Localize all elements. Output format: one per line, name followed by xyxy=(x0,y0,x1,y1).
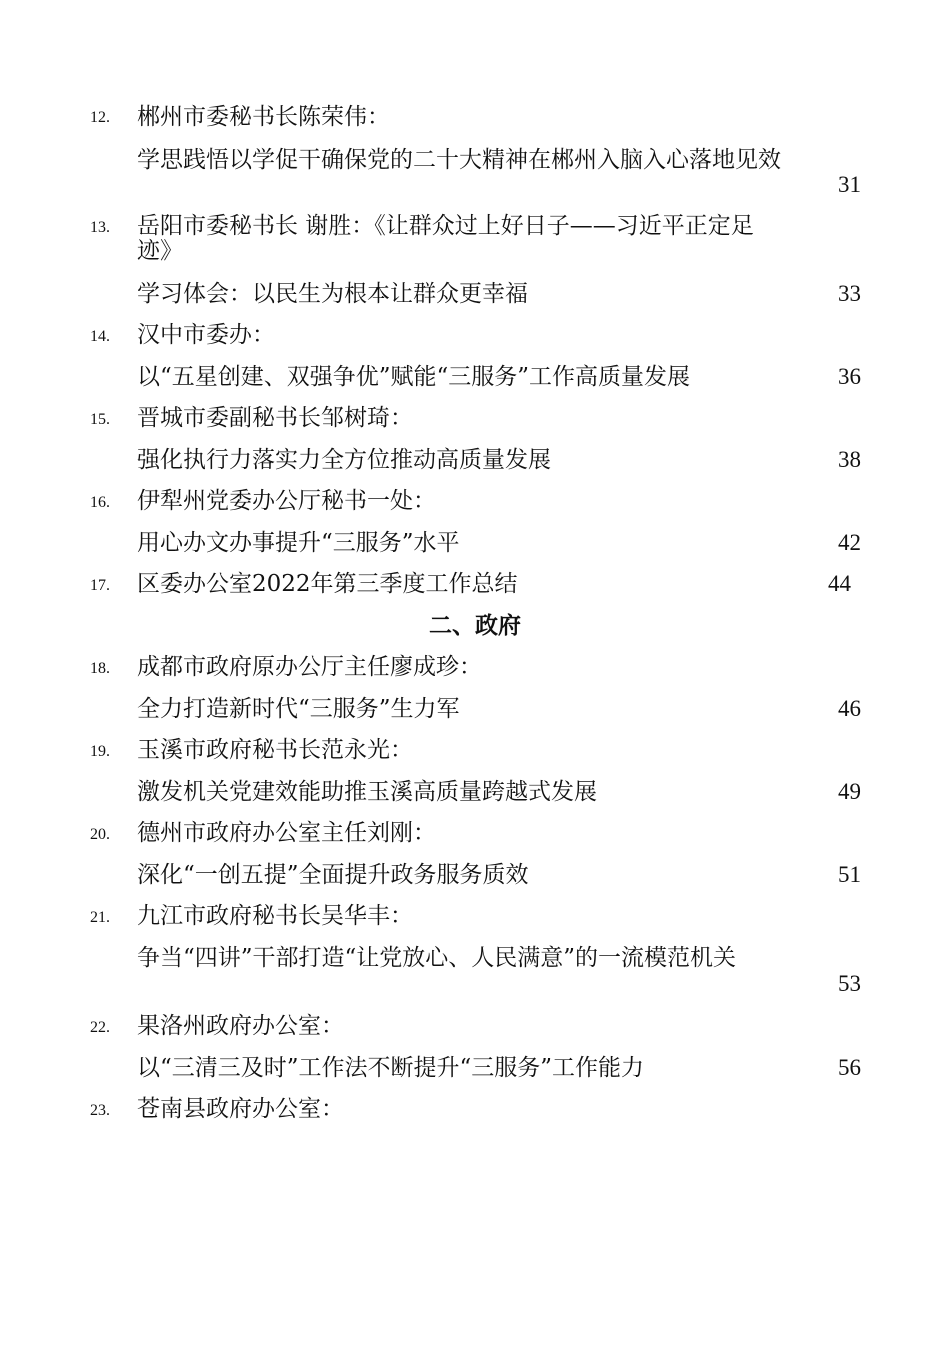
entry-page-number: 44 xyxy=(828,571,851,596)
entry-page-number: 38 xyxy=(838,447,861,472)
entry-number: 23. xyxy=(90,1102,110,1119)
entry-number: 17. xyxy=(90,577,110,594)
entry-title: 深化“一创五提”全面提升政务服务质效 xyxy=(137,862,529,888)
entry-author: 伊犁州党委办公厅秘书一处： xyxy=(137,488,436,514)
entry-title: 争当“四讲”干部打造“让党放心、人民满意”的一流模范机关 xyxy=(137,945,737,971)
entry-number: 12. xyxy=(90,109,110,126)
entry-number: 14. xyxy=(90,328,110,345)
entry-title: 以“五星创建、双强争优”赋能“三服务”工作高质量发展 xyxy=(137,364,691,390)
entry-number: 16. xyxy=(90,494,110,511)
entry-title: 强化执行力落实力全方位推动高质量发展 xyxy=(137,447,551,473)
entry-author: 玉溪市政府秘书长范永光： xyxy=(137,737,413,763)
entry-page-number: 56 xyxy=(838,1055,861,1080)
entry-number: 20. xyxy=(90,826,110,843)
entry-title: 激发机关党建效能助推玉溪高质量跨越式发展 xyxy=(137,779,597,805)
entry-title: 以“三清三及时”工作法不断提升“三服务”工作能力 xyxy=(137,1055,645,1081)
entry-page-number: 42 xyxy=(838,530,861,555)
entry-author: 成都市政府原办公厅主任廖成珍： xyxy=(137,654,482,680)
entry-author: 岳阳市委秘书长 谢胜：《让群众过上好日子——习近平正定足 xyxy=(137,213,754,239)
entry-author: 汉中市委办： xyxy=(137,322,275,348)
entry-number: 21. xyxy=(90,909,110,926)
entry-page-number: 46 xyxy=(838,696,861,721)
entry-number: 13. xyxy=(90,219,110,236)
entry-page-number: 49 xyxy=(838,779,861,804)
entry-title: 全力打造新时代“三服务”生力军 xyxy=(137,696,460,722)
entry-author: 德州市政府办公室主任刘刚： xyxy=(137,820,436,846)
entry-author: 九江市政府秘书长吴华丰： xyxy=(137,903,413,929)
entry-title: 学习体会：以民生为根本让群众更幸福 xyxy=(137,281,528,307)
entry-author: 果洛州政府办公室： xyxy=(137,1013,344,1039)
entry-author: 苍南县政府办公室： xyxy=(137,1096,344,1122)
entry-page-number: 53 xyxy=(838,971,861,996)
entry-author-continued: 迹》 xyxy=(137,238,183,264)
entry-title: 学思践悟以学促干确保党的二十大精神在郴州入脑入心落地见效 xyxy=(137,147,781,173)
entry-number: 19. xyxy=(90,743,110,760)
entry-page-number: 33 xyxy=(838,281,861,306)
entry-author: 郴州市委秘书长陈荣伟： xyxy=(137,104,390,130)
entry-number: 22. xyxy=(90,1019,110,1036)
entry-number: 15. xyxy=(90,411,110,428)
section-heading: 二、政府 xyxy=(429,612,521,639)
entry-author: 晋城市委副秘书长邹树琦： xyxy=(137,405,413,431)
entry-page-number: 31 xyxy=(838,172,861,197)
entry-page-number: 51 xyxy=(838,862,861,887)
entry-page-number: 36 xyxy=(838,364,861,389)
entry-number: 18. xyxy=(90,660,110,677)
entry-title: 用心办文办事提升“三服务”水平 xyxy=(137,530,460,556)
entry-author: 区委办公室2022年第三季度工作总结 xyxy=(137,571,518,597)
